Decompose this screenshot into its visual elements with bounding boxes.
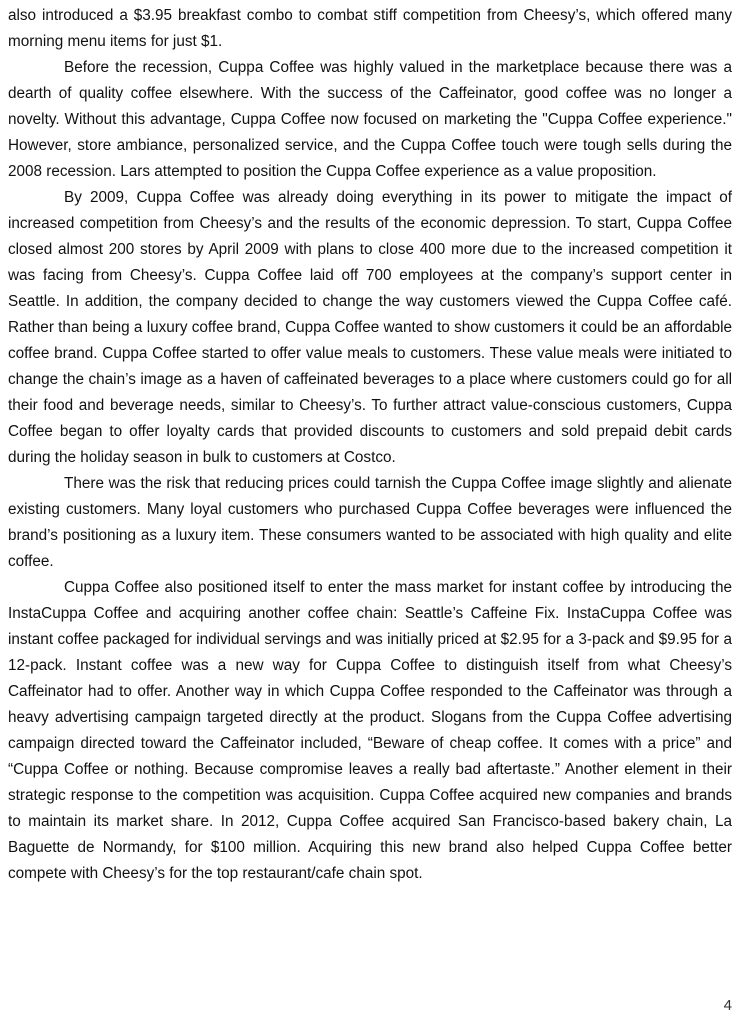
paragraph-continuation: also introduced a $3.95 breakfast combo to combat stiff competition from Cheesy’s, which offered many morning menu items for just $1. [8, 7, 732, 50]
paragraph-brand-risk: There was the risk that reducing prices could tarnish the Cuppa Coffee image slightly and alienate existing customers. Many loyal customers who purchased Cuppa Coffee beverages were influenced the brand’s positioning as a luxury item. These consumers wanted to be associated with high quality and elite coffee. [8, 475, 732, 570]
body-text [8, 3, 732, 887]
paragraph-recession: Before the recession, Cuppa Coffee was highly valued in the marketplace because there was a dearth of quality coffee elsewhere. With the success of the Caffeinator, good coffee was no longer a novelty. Without this advantage, Cuppa Coffee now focused on marketing the "Cuppa Coffee experience." However, store ambiance, personalized service, and the Cuppa Coffee touch were tough sells during the 2008 recession. Lars attempted to position the Cuppa Coffee experience as a value proposition. [8, 59, 732, 180]
paragraph-2009-response: By 2009, Cuppa Coffee was already doing everything in its power to mitigate the impact of increased competition from Cheesy’s and the results of the economic depression. To start, Cuppa Coffee closed almost 200 stores by April 2009 with plans to close 400 more due to the increased competition it was facing from Cheesy’s. Cuppa Coffee laid off 700 employees at the company’s support center in Seattle. In addition, the company decided to change the way customers viewed the Cuppa Coffee café. Rather than being a luxury coffee brand, Cuppa Coffee wanted to show customers it could be an affordable coffee brand. Cuppa Coffee started to offer value meals to customers. These value meals were initiated to change the chain’s image as a haven of caffeinated beverages to a place where customers could go for all their food and beverage needs, similar to Cheesy’s. To further attract value-conscious customers, Cuppa Coffee began to offer loyalty cards that provided discounts to customers and sold prepaid debit cards during the holiday season in bulk to customers at Costco. [8, 189, 732, 466]
page-number: 4 [723, 997, 732, 1014]
paragraph-instant-coffee: Cuppa Coffee also positioned itself to enter the mass market for instant coffee by introducing the InstaCuppa Coffee and acquiring another coffee chain: Seattle’s Caffeine Fix. InstaCuppa Coffee was instant coffee packaged for individual servings and was initially priced at $2.95 for a 3-pack and $9.95 for a 12-pack. Instant coffee was a new way for Cuppa Coffee to distinguish itself from what Cheesy’s Caffeinator had to offer. Another way in which Cuppa Coffee responded to the Caffeinator was through a heavy advertising campaign targeted directly at the product. Slogans from the Cuppa Coffee advertising campaign directed toward the Caffeinator included, “Beware of cheap coffee. It comes with a price” and “Cuppa Coffee or nothing. Because compromise leaves a really bad aftertaste.” Another element in their strategic response to the competition was acquisition. Cuppa Coffee acquired new companies and brands to maintain its market share. In 2012, Cuppa Coffee acquired San Francisco-based bakery chain, La Baguette de Normandy, for $100 million. Acquiring this new brand also helped Cuppa Coffee better compete with Cheesy’s for the top restaurant/cafe chain spot. [8, 579, 732, 882]
